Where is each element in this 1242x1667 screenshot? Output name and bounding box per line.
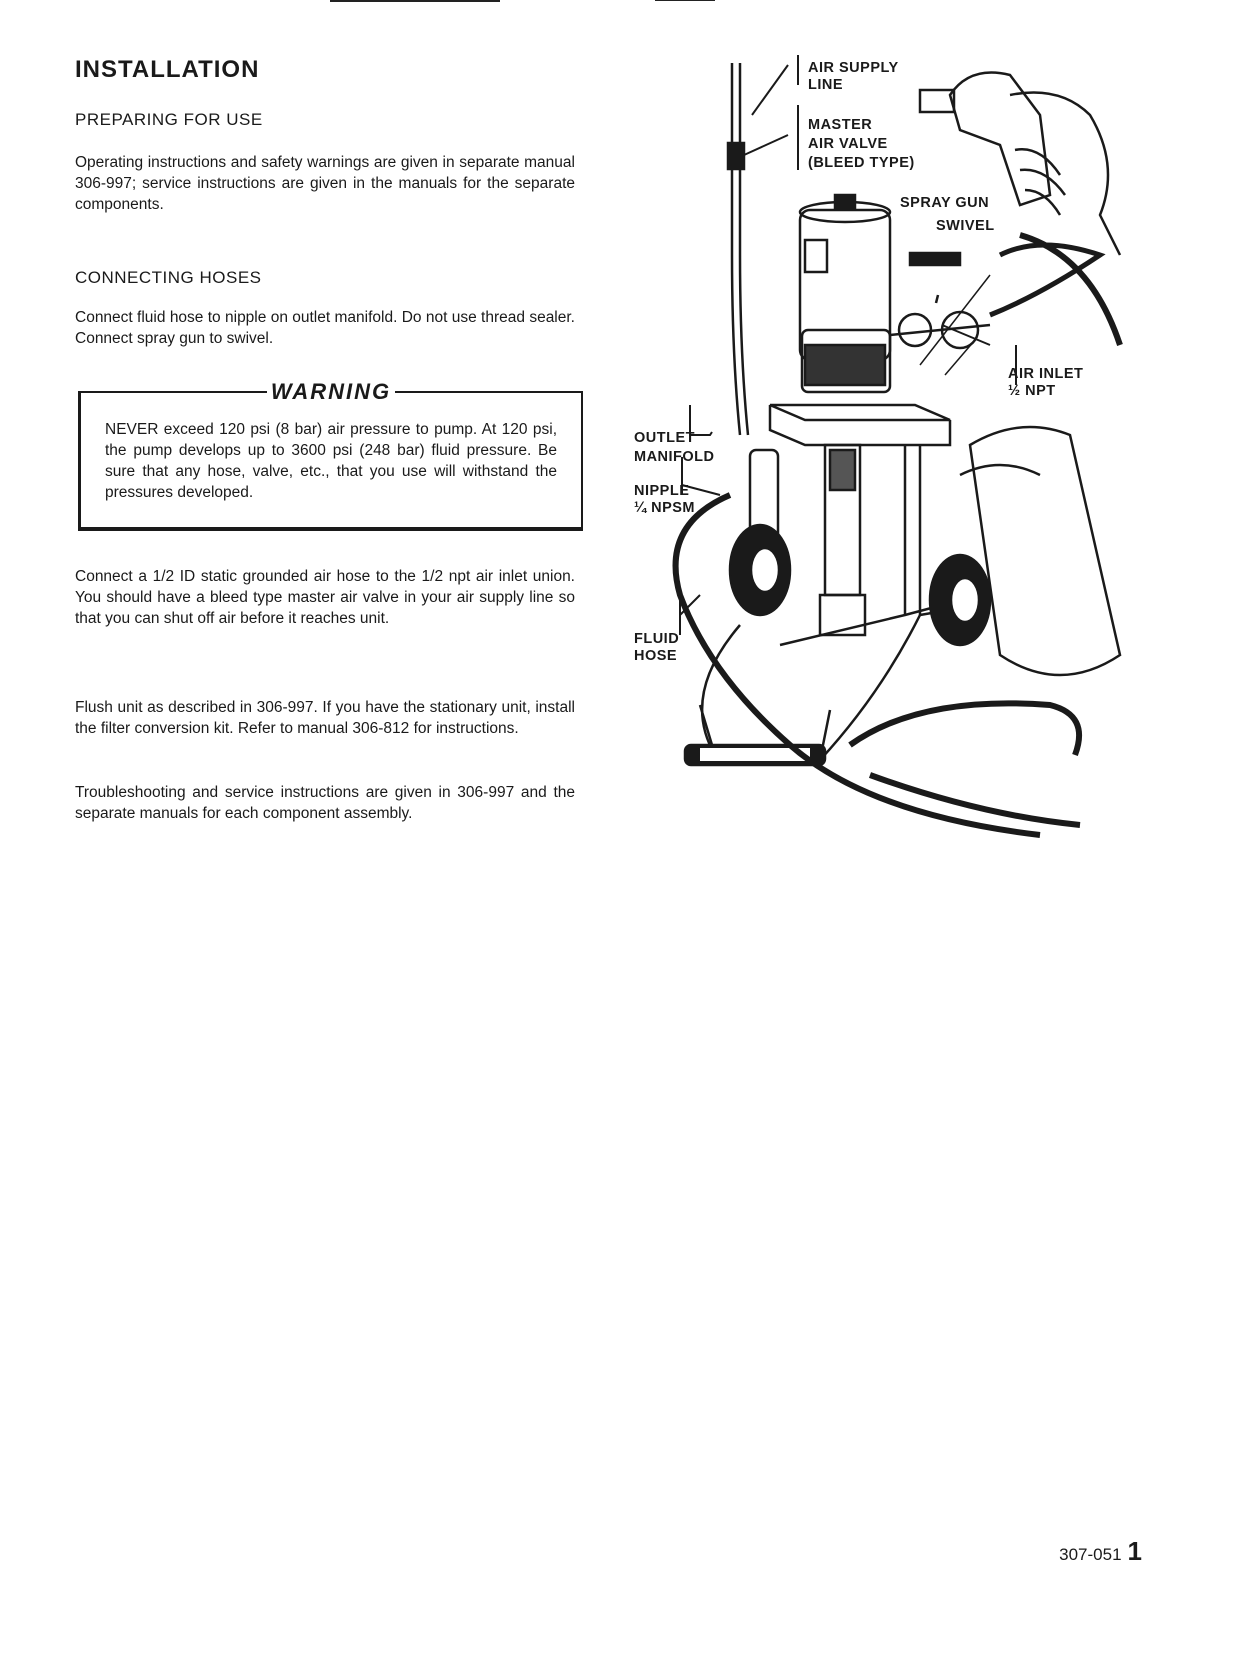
section-title-preparing: PREPARING FOR USE [75, 110, 263, 129]
warning-label: WARNING [267, 379, 395, 404]
warning-box [78, 379, 583, 531]
section-title-hoses: CONNECTING HOSES [75, 268, 262, 287]
troubleshooting-text: Troubleshooting and service instructions are given in 306-997 and the separate manuals for each component assembly. [75, 784, 575, 822]
doc-number: 307-051 [1059, 1545, 1122, 1564]
label-swivel: SWIVEL [936, 218, 995, 234]
label-nipple: NIPPLE ¼ NPSM [634, 483, 696, 516]
label-outlet-manifold: OUTLET MANIFOLD [634, 430, 715, 465]
flush-text: Flush unit as described in 306-997. If you have the stationary unit, install the filter conversion kit. Refer to manual 306-812 for instructions. [75, 699, 575, 737]
warning-text: NEVER exceed 120 psi (8 bar) air pressure to pump. At 120 psi, the pump develops up to 3600 psi (248 bar) fluid pressure. Be sure that any hose, valve, etc., that you use will withstand the pressures developed. [105, 421, 557, 501]
page-title: INSTALLATION [75, 56, 260, 83]
label-fluid-hose: FLUID HOSE [634, 631, 680, 664]
top-rule-short [655, 0, 715, 1]
page-number: 1 [1127, 1536, 1142, 1566]
page-footer [1059, 1536, 1142, 1567]
label-master-air-valve: MASTER AIR VALVE (BLEED TYPE) [808, 117, 915, 171]
label-air-inlet: AIR INLET ½ NPT [1008, 366, 1084, 399]
warning-heading [81, 379, 581, 405]
preparing-text: Operating instructions and safety warnings are given in separate manual 306-997; service instructions are given in the manuals for the separate components. [75, 154, 575, 213]
label-air-supply-line: AIR SUPPLY LINE [808, 60, 899, 93]
top-rule [330, 0, 500, 2]
hoses-text: Connect fluid hose to nipple on outlet manifold. Do not use thread sealer. Connect spray gun to swivel. [75, 309, 575, 347]
label-spray-gun: SPRAY GUN [900, 195, 990, 211]
air-hose-text: Connect a 1/2 ID static grounded air hose to the 1/2 npt air inlet union. You should have a bleed type master air valve in your air supply line so that you can shut off air before it reaches unit. [75, 568, 575, 627]
pump-illustration [620, 55, 1140, 915]
